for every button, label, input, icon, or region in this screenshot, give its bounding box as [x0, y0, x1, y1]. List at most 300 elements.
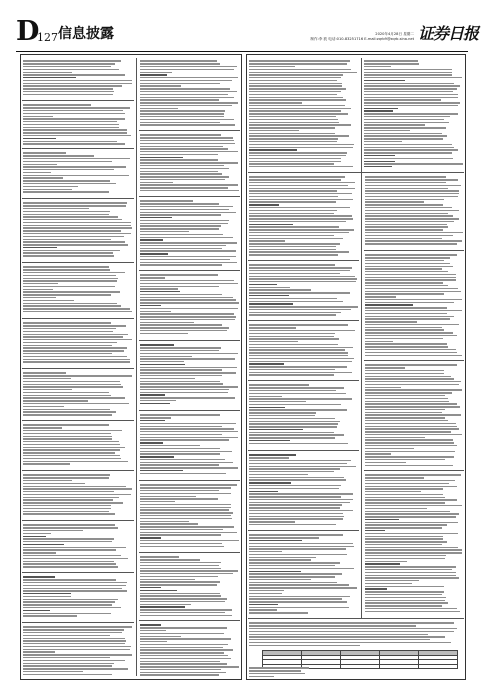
text-line — [365, 486, 457, 487]
text-line — [365, 586, 444, 587]
text-line — [23, 610, 50, 611]
text-line — [23, 303, 117, 304]
text-line — [140, 286, 219, 287]
text-block — [249, 175, 358, 257]
text-line — [364, 116, 450, 117]
text-line — [249, 466, 356, 467]
text-line — [365, 577, 459, 578]
text-line — [364, 72, 452, 73]
text-line — [249, 281, 356, 282]
text-line — [140, 369, 222, 370]
text-line — [140, 105, 232, 106]
text-line — [23, 219, 122, 220]
text-line — [249, 232, 349, 233]
text-line — [249, 201, 336, 202]
text-line — [365, 199, 444, 200]
text-line — [249, 306, 358, 307]
text-line — [365, 605, 442, 606]
text-line — [140, 288, 178, 289]
text-line — [23, 375, 132, 376]
text-line — [23, 356, 127, 357]
text-line — [23, 593, 71, 594]
text-line — [365, 462, 406, 463]
text-line — [365, 329, 444, 330]
text-line — [140, 490, 219, 491]
text-line — [249, 155, 346, 156]
text-line — [140, 119, 234, 120]
text-line — [249, 568, 354, 569]
text-line — [23, 350, 124, 351]
text-line — [140, 223, 228, 224]
text-line — [249, 516, 344, 517]
text-line — [140, 386, 238, 387]
text-line — [249, 122, 339, 123]
text-line — [23, 400, 88, 401]
text-line — [140, 581, 220, 582]
text-line — [365, 414, 461, 415]
text-line — [140, 459, 225, 460]
text-line — [365, 392, 452, 393]
text-line — [23, 69, 119, 70]
text-line — [23, 241, 125, 242]
separator — [139, 552, 240, 553]
text-line — [140, 154, 218, 155]
text-line — [365, 277, 456, 278]
text-line — [23, 325, 126, 326]
text-line — [365, 288, 458, 289]
text-line — [140, 562, 221, 563]
text-line — [249, 80, 337, 81]
text-line — [364, 113, 458, 114]
text-line — [249, 631, 454, 632]
text-line — [249, 390, 336, 391]
text-line — [365, 316, 454, 317]
text-line — [365, 533, 458, 534]
text-line — [249, 604, 278, 605]
text-line — [140, 99, 219, 100]
text-line — [140, 576, 218, 577]
text-block — [140, 273, 239, 337]
text-line — [140, 493, 231, 494]
text-line — [23, 524, 115, 525]
text-line — [23, 191, 109, 192]
text-line — [249, 182, 355, 183]
text-line — [140, 327, 229, 328]
text-line — [23, 294, 111, 295]
right-column-divider — [361, 58, 362, 618]
text-line — [249, 314, 336, 315]
text-line — [249, 596, 350, 597]
text-block — [365, 363, 463, 467]
text-line — [140, 636, 181, 637]
text-line — [249, 161, 341, 162]
text-line — [365, 488, 443, 489]
text-line — [140, 134, 221, 135]
text-line — [23, 654, 132, 655]
text-line — [23, 272, 125, 273]
text-line — [140, 228, 219, 229]
text-line — [140, 375, 222, 376]
text-line — [23, 141, 117, 142]
text-line — [140, 110, 225, 111]
text-line — [249, 249, 336, 250]
table-cell — [419, 664, 458, 669]
text-line — [140, 570, 238, 571]
text-line — [23, 392, 109, 393]
text-line — [365, 423, 456, 424]
text-line — [140, 209, 229, 210]
text-line — [249, 292, 350, 293]
text-line — [140, 378, 195, 379]
text-line — [140, 69, 234, 70]
separator — [22, 622, 134, 623]
text-line — [249, 421, 340, 422]
text-line — [23, 116, 53, 117]
text-line — [140, 220, 229, 221]
text-line — [365, 417, 445, 418]
text-line — [365, 575, 456, 576]
text-line — [140, 431, 238, 432]
text-line — [364, 141, 402, 142]
text-line — [365, 274, 456, 275]
text-line — [23, 558, 128, 559]
text-line — [23, 538, 114, 539]
text-line — [249, 412, 316, 413]
text-line — [140, 367, 237, 368]
text-block — [23, 625, 133, 677]
text-line — [365, 370, 444, 371]
text-line — [249, 188, 355, 189]
text-line — [249, 287, 290, 288]
text-line — [365, 538, 443, 539]
text-line — [249, 642, 451, 643]
text-line — [365, 572, 456, 573]
text-line — [249, 341, 298, 342]
text-line — [23, 409, 110, 410]
text-line — [249, 224, 293, 225]
publication-meta — [274, 32, 414, 42]
text-line — [23, 175, 129, 176]
text-line — [249, 369, 335, 370]
text-line — [249, 108, 351, 109]
text-line — [249, 298, 337, 299]
text-line — [140, 231, 189, 232]
text-line — [365, 302, 454, 303]
text-line — [249, 582, 337, 583]
text-block — [140, 555, 239, 617]
text-line — [23, 615, 77, 616]
text-block — [249, 453, 358, 527]
text-line — [23, 607, 121, 608]
text-line — [23, 660, 125, 661]
text-line — [140, 259, 230, 260]
text-line — [140, 573, 233, 574]
text-line — [249, 557, 316, 558]
text-line — [249, 622, 454, 623]
text-line — [23, 436, 112, 437]
edition-letter: D — [16, 16, 40, 47]
text-line — [140, 595, 221, 596]
text-line — [365, 428, 459, 429]
text-line — [140, 225, 221, 226]
text-line — [364, 97, 458, 98]
text-line — [140, 116, 224, 117]
text-line — [249, 554, 347, 555]
text-line — [23, 345, 112, 346]
text-line — [249, 284, 277, 285]
text-line — [140, 641, 167, 642]
separator — [139, 270, 240, 271]
text-line — [140, 630, 166, 631]
text-line — [140, 606, 185, 607]
text-line — [365, 555, 446, 556]
text-line — [23, 177, 63, 178]
text-line — [140, 262, 237, 263]
text-block — [23, 423, 133, 467]
separator — [248, 618, 464, 619]
text-line — [365, 313, 447, 314]
text-line — [249, 372, 352, 373]
text-line — [249, 587, 357, 588]
text-line — [140, 612, 225, 613]
text-line — [249, 94, 337, 95]
text-line — [23, 488, 132, 489]
text-line — [23, 225, 131, 226]
text-line — [365, 254, 457, 255]
text-line — [249, 193, 352, 194]
text-line — [23, 588, 122, 589]
text-line — [365, 566, 456, 567]
text-line — [249, 426, 337, 427]
text-line — [365, 445, 457, 446]
text-line — [249, 349, 345, 350]
text-line — [140, 590, 177, 591]
text-line — [23, 94, 113, 95]
text-line — [365, 511, 450, 512]
text-line — [23, 161, 112, 162]
text-line — [365, 229, 443, 230]
text-line — [23, 541, 112, 542]
text-line — [23, 164, 57, 165]
text-line — [23, 74, 125, 75]
text-line — [23, 527, 118, 528]
text-line — [140, 165, 224, 166]
text-line — [140, 529, 223, 530]
text-line — [23, 530, 83, 531]
text-block — [249, 666, 309, 678]
text-line — [140, 146, 223, 147]
text-line — [23, 552, 56, 553]
text-line — [140, 464, 219, 465]
text-line — [365, 282, 443, 283]
text-line — [249, 440, 290, 441]
text-line — [249, 423, 338, 424]
text-line — [140, 609, 232, 610]
text-line — [140, 66, 237, 67]
text-line — [140, 658, 231, 659]
text-line — [249, 601, 347, 602]
text-line — [249, 303, 293, 304]
text-line — [365, 524, 447, 525]
text-line — [23, 266, 109, 267]
text-line — [249, 502, 350, 503]
text-line — [365, 387, 401, 388]
text-line — [249, 534, 343, 535]
text-line — [365, 453, 391, 454]
text-line — [140, 291, 180, 292]
text-line — [140, 143, 235, 144]
text-line — [249, 460, 351, 461]
text-line — [249, 141, 337, 142]
text-line — [140, 568, 221, 569]
text-line — [249, 559, 311, 560]
text-line — [23, 308, 130, 309]
text-line — [140, 633, 224, 634]
text-line — [23, 477, 109, 478]
text-line — [140, 496, 196, 497]
text-line — [249, 119, 338, 120]
text-line — [23, 180, 110, 181]
text-line — [23, 640, 126, 641]
text-line — [23, 582, 127, 583]
text-line — [365, 367, 405, 368]
text-line — [365, 341, 393, 342]
text-line — [140, 456, 174, 457]
text-line — [249, 276, 355, 277]
text-line — [364, 80, 405, 81]
text-line — [249, 135, 349, 136]
text-line — [140, 423, 236, 424]
text-line — [365, 395, 445, 396]
text-line — [140, 587, 161, 588]
text-line — [365, 235, 453, 236]
text-line — [140, 299, 236, 300]
text-line — [249, 548, 346, 549]
text-line — [365, 431, 451, 432]
text-line — [23, 244, 128, 245]
text-block — [140, 199, 239, 267]
text-line — [140, 322, 194, 323]
text-line — [140, 565, 219, 566]
text-line — [140, 543, 222, 544]
text-line — [140, 389, 229, 390]
text-line — [140, 397, 235, 398]
text-line — [23, 430, 122, 431]
text-line — [140, 162, 238, 163]
text-line — [249, 333, 335, 334]
text-block — [23, 321, 133, 365]
text-block — [23, 523, 133, 569]
text-line — [365, 324, 459, 325]
text-line — [249, 366, 347, 367]
text-line — [249, 667, 309, 668]
text-line — [364, 74, 452, 75]
text-line — [140, 521, 189, 522]
text-line — [249, 573, 342, 574]
text-line — [23, 663, 114, 664]
text-line — [140, 294, 222, 295]
text-line — [249, 149, 297, 150]
text-line — [23, 433, 111, 434]
text-line — [249, 546, 354, 547]
text-line — [23, 651, 55, 652]
text-line — [140, 518, 232, 519]
table-cell — [380, 664, 419, 669]
text-line — [365, 412, 442, 413]
text-line — [365, 398, 448, 399]
text-line — [140, 358, 235, 359]
separator — [22, 148, 134, 149]
text-line — [249, 576, 335, 577]
text-line — [23, 461, 128, 462]
text-line — [140, 277, 165, 278]
text-line — [140, 512, 233, 513]
text-line — [140, 403, 170, 404]
text-line — [249, 163, 334, 164]
text-line — [140, 669, 221, 670]
text-line — [249, 479, 346, 480]
text-line — [140, 137, 233, 138]
text-line — [249, 72, 357, 73]
text-line — [140, 451, 232, 452]
text-line — [249, 443, 348, 444]
text-line — [365, 442, 454, 443]
text-line — [23, 629, 124, 630]
text-block — [23, 201, 133, 259]
text-line — [365, 508, 427, 509]
text-line — [365, 426, 457, 427]
text-line — [23, 269, 110, 270]
text-line — [140, 417, 171, 418]
text-line — [140, 445, 200, 446]
text-line — [365, 215, 453, 216]
text-line — [23, 328, 116, 329]
text-line — [140, 94, 228, 95]
text-line — [140, 184, 238, 185]
text-line — [365, 588, 387, 589]
text-line — [249, 254, 338, 255]
text-line — [140, 615, 232, 616]
text-line — [140, 526, 234, 527]
text-line — [23, 414, 112, 415]
text-line — [140, 176, 229, 177]
text-line — [365, 335, 457, 336]
table-cell — [341, 664, 380, 669]
separator — [139, 480, 240, 481]
text-line — [249, 347, 353, 348]
text-line — [23, 458, 121, 459]
text-line — [249, 387, 344, 388]
text-line — [249, 221, 346, 222]
text-line — [249, 278, 357, 279]
text-line — [23, 300, 74, 301]
text-line — [249, 218, 353, 219]
text-line — [249, 625, 416, 626]
text-line — [249, 91, 341, 92]
text-line — [249, 537, 319, 538]
text-line — [249, 593, 282, 594]
text-block — [365, 253, 463, 357]
text-line — [140, 523, 198, 524]
text-line — [23, 239, 111, 240]
text-line — [23, 549, 116, 550]
text-line — [249, 463, 347, 464]
text-line — [249, 607, 349, 608]
text-line — [365, 293, 444, 294]
text-line — [365, 611, 460, 612]
text-line — [23, 449, 120, 450]
text-line — [249, 301, 343, 302]
